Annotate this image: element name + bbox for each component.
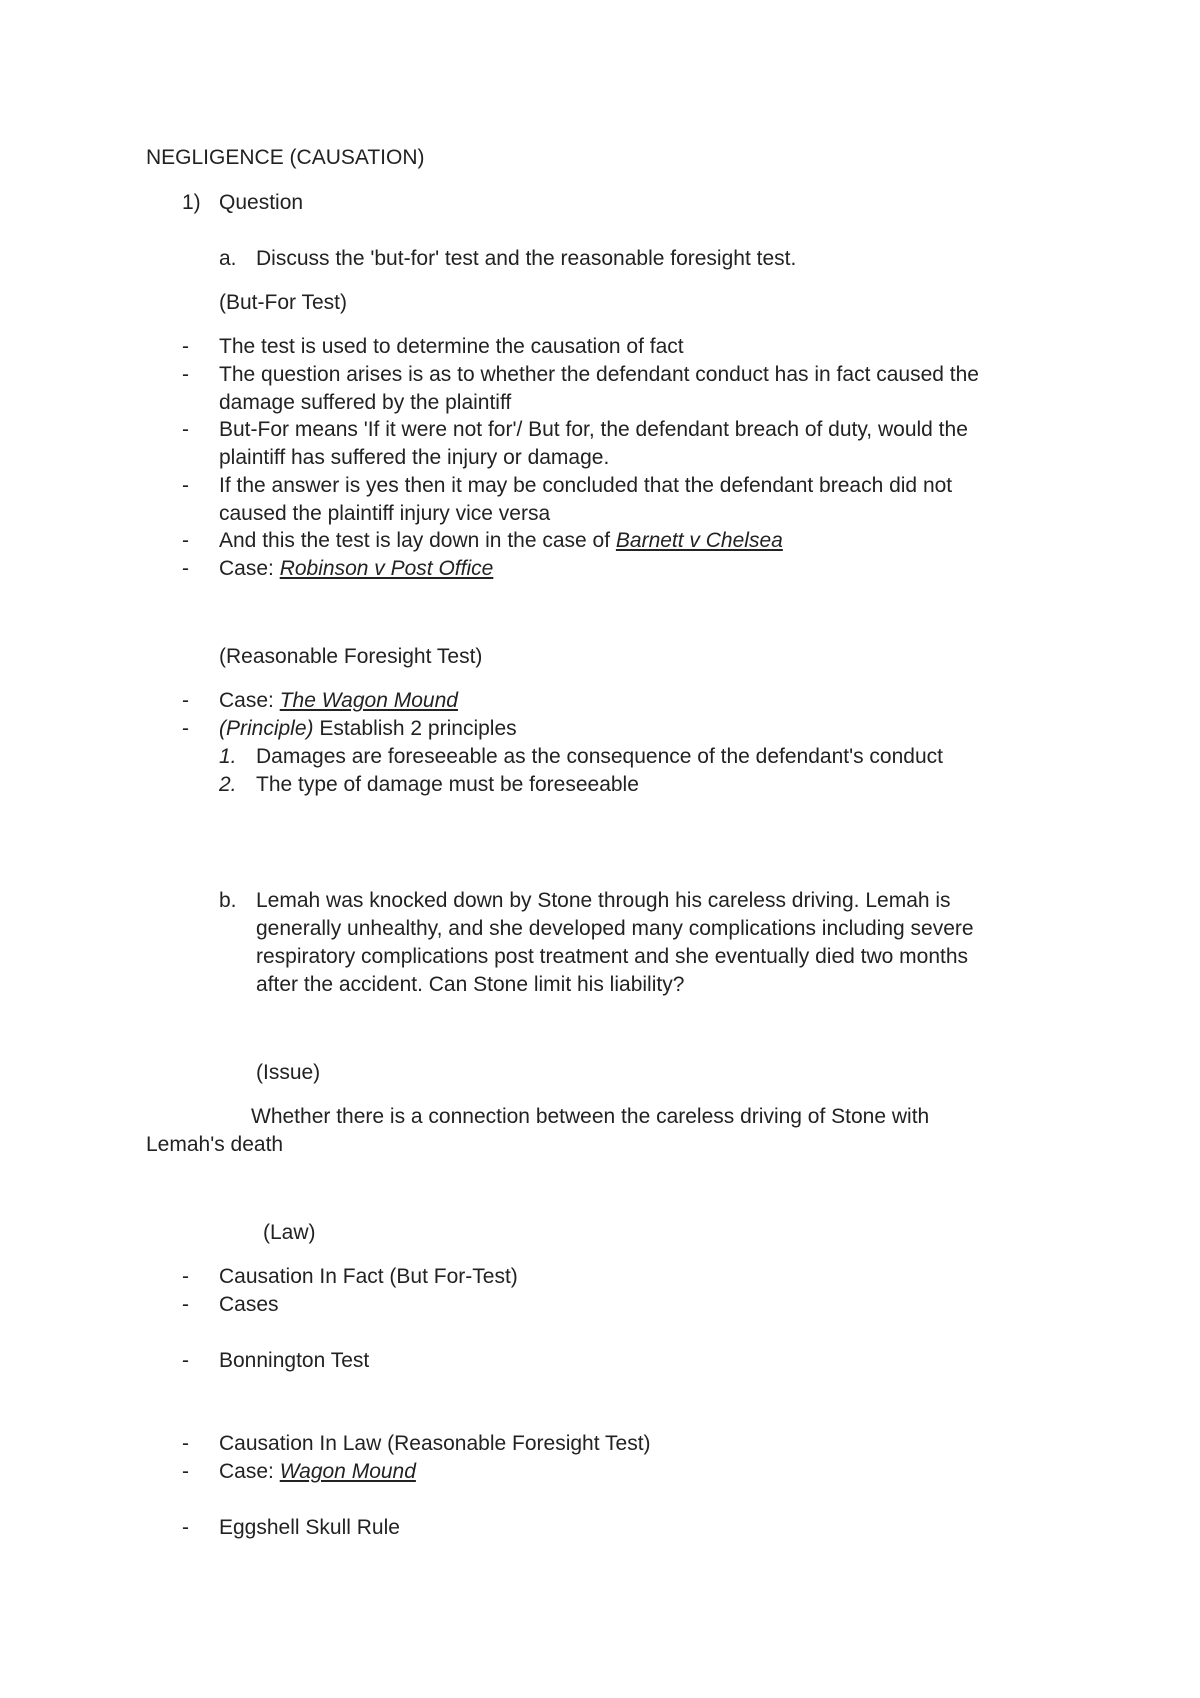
part-b-marker: b.	[219, 889, 237, 912]
but-for-point-2-line-2: damage suffered by the plaintiff	[219, 391, 512, 414]
case-wagon-mound: Wagon Mound	[279, 1460, 416, 1483]
bullet-dash: -	[182, 557, 189, 580]
law-point-5	[219, 1458, 416, 1486]
law-point-1: Causation In Fact (But For-Test)	[219, 1265, 518, 1288]
principle-label: (Principle)	[219, 717, 314, 740]
principle-1: Damages are foreseeable as the consequence of the defendant's conduct	[256, 745, 943, 768]
but-for-point-2-line-1: The question arises is as to whether the defendant conduct has in fact caused the	[219, 363, 979, 386]
bullet-dash: -	[182, 1349, 189, 1372]
bullet-dash: -	[182, 363, 189, 386]
case-prefix: Case:	[219, 1460, 280, 1483]
law-point-3: Bonnington Test	[219, 1349, 370, 1372]
part-b-line-3: respiratory complications post treatment and she eventually died two months	[256, 945, 969, 968]
bullet-dash: -	[182, 717, 189, 740]
part-a-marker: a.	[219, 247, 237, 270]
part-b-line-4: after the accident. Can Stone limit his liability?	[256, 973, 685, 996]
bullet-dash: -	[182, 335, 189, 358]
but-for-point-3-line-2: plaintiff has suffered the injury or damage.	[219, 446, 610, 469]
case-prefix: Case:	[219, 557, 280, 580]
part-b-line-1: Lemah was knocked down by Stone through his careless driving. Lemah is	[256, 889, 951, 912]
principle-2: The type of damage must be foreseeable	[256, 773, 639, 796]
bullet-dash: -	[182, 474, 189, 497]
principle-text: Establish 2 principles	[313, 717, 517, 740]
principle-number-2: 2.	[219, 773, 237, 796]
bullet-dash: -	[182, 1293, 189, 1316]
issue-line-1: Whether there is a connection between the careless driving of Stone with	[251, 1105, 930, 1128]
case-the-wagon-mound: The Wagon Mound	[279, 689, 458, 712]
bullet-dash: -	[182, 1432, 189, 1455]
but-for-heading: (But-For Test)	[219, 291, 347, 314]
part-b-line-2: generally unhealthy, and she developed many complications including severe	[256, 917, 974, 940]
case-prefix: Case:	[219, 689, 280, 712]
law-point-2: Cases	[219, 1293, 279, 1316]
principle-number-1: 1.	[219, 745, 237, 768]
case-robinson-v-post-office: Robinson v Post Office	[279, 557, 494, 580]
part-a-text: Discuss the 'but-for' test and the reasonable foresight test.	[256, 247, 797, 270]
bullet-dash: -	[182, 418, 189, 441]
law-point-6: Eggshell Skull Rule	[219, 1516, 400, 1539]
case-barnett-v-chelsea: Barnett v Chelsea	[615, 529, 783, 552]
foresight-heading: (Reasonable Foresight Test)	[219, 645, 483, 668]
law-heading: (Law)	[263, 1221, 316, 1244]
bullet-dash: -	[182, 689, 189, 712]
bullet-dash: -	[182, 1460, 189, 1483]
question-number: 1)	[182, 191, 201, 214]
issue-heading: (Issue)	[256, 1061, 321, 1084]
but-for-point-5	[219, 527, 783, 555]
page-title: NEGLIGENCE (CAUSATION)	[146, 146, 425, 169]
foresight-principle	[219, 715, 517, 743]
bullet-dash: -	[182, 529, 189, 552]
but-for-point-1: The test is used to determine the causation of fact	[219, 335, 684, 358]
but-for-point-4-line-2: caused the plaintiff injury vice versa	[219, 502, 551, 525]
but-for-point-3-line-1: But-For means 'If it were not for'/ But for, the defendant breach of duty, would the	[219, 418, 968, 441]
bullet-dash: -	[182, 1516, 189, 1539]
issue-line-2: Lemah's death	[146, 1133, 284, 1156]
bullet-dash: -	[182, 1265, 189, 1288]
point-5-text: And this the test is lay down in the case of	[219, 529, 616, 552]
but-for-point-6	[219, 555, 493, 583]
but-for-point-4-line-1: If the answer is yes then it may be concluded that the defendant breach did not	[219, 474, 953, 497]
law-point-4: Causation In Law (Reasonable Foresight Test)	[219, 1432, 651, 1455]
question-label: Question	[219, 191, 304, 214]
foresight-case	[219, 687, 458, 715]
